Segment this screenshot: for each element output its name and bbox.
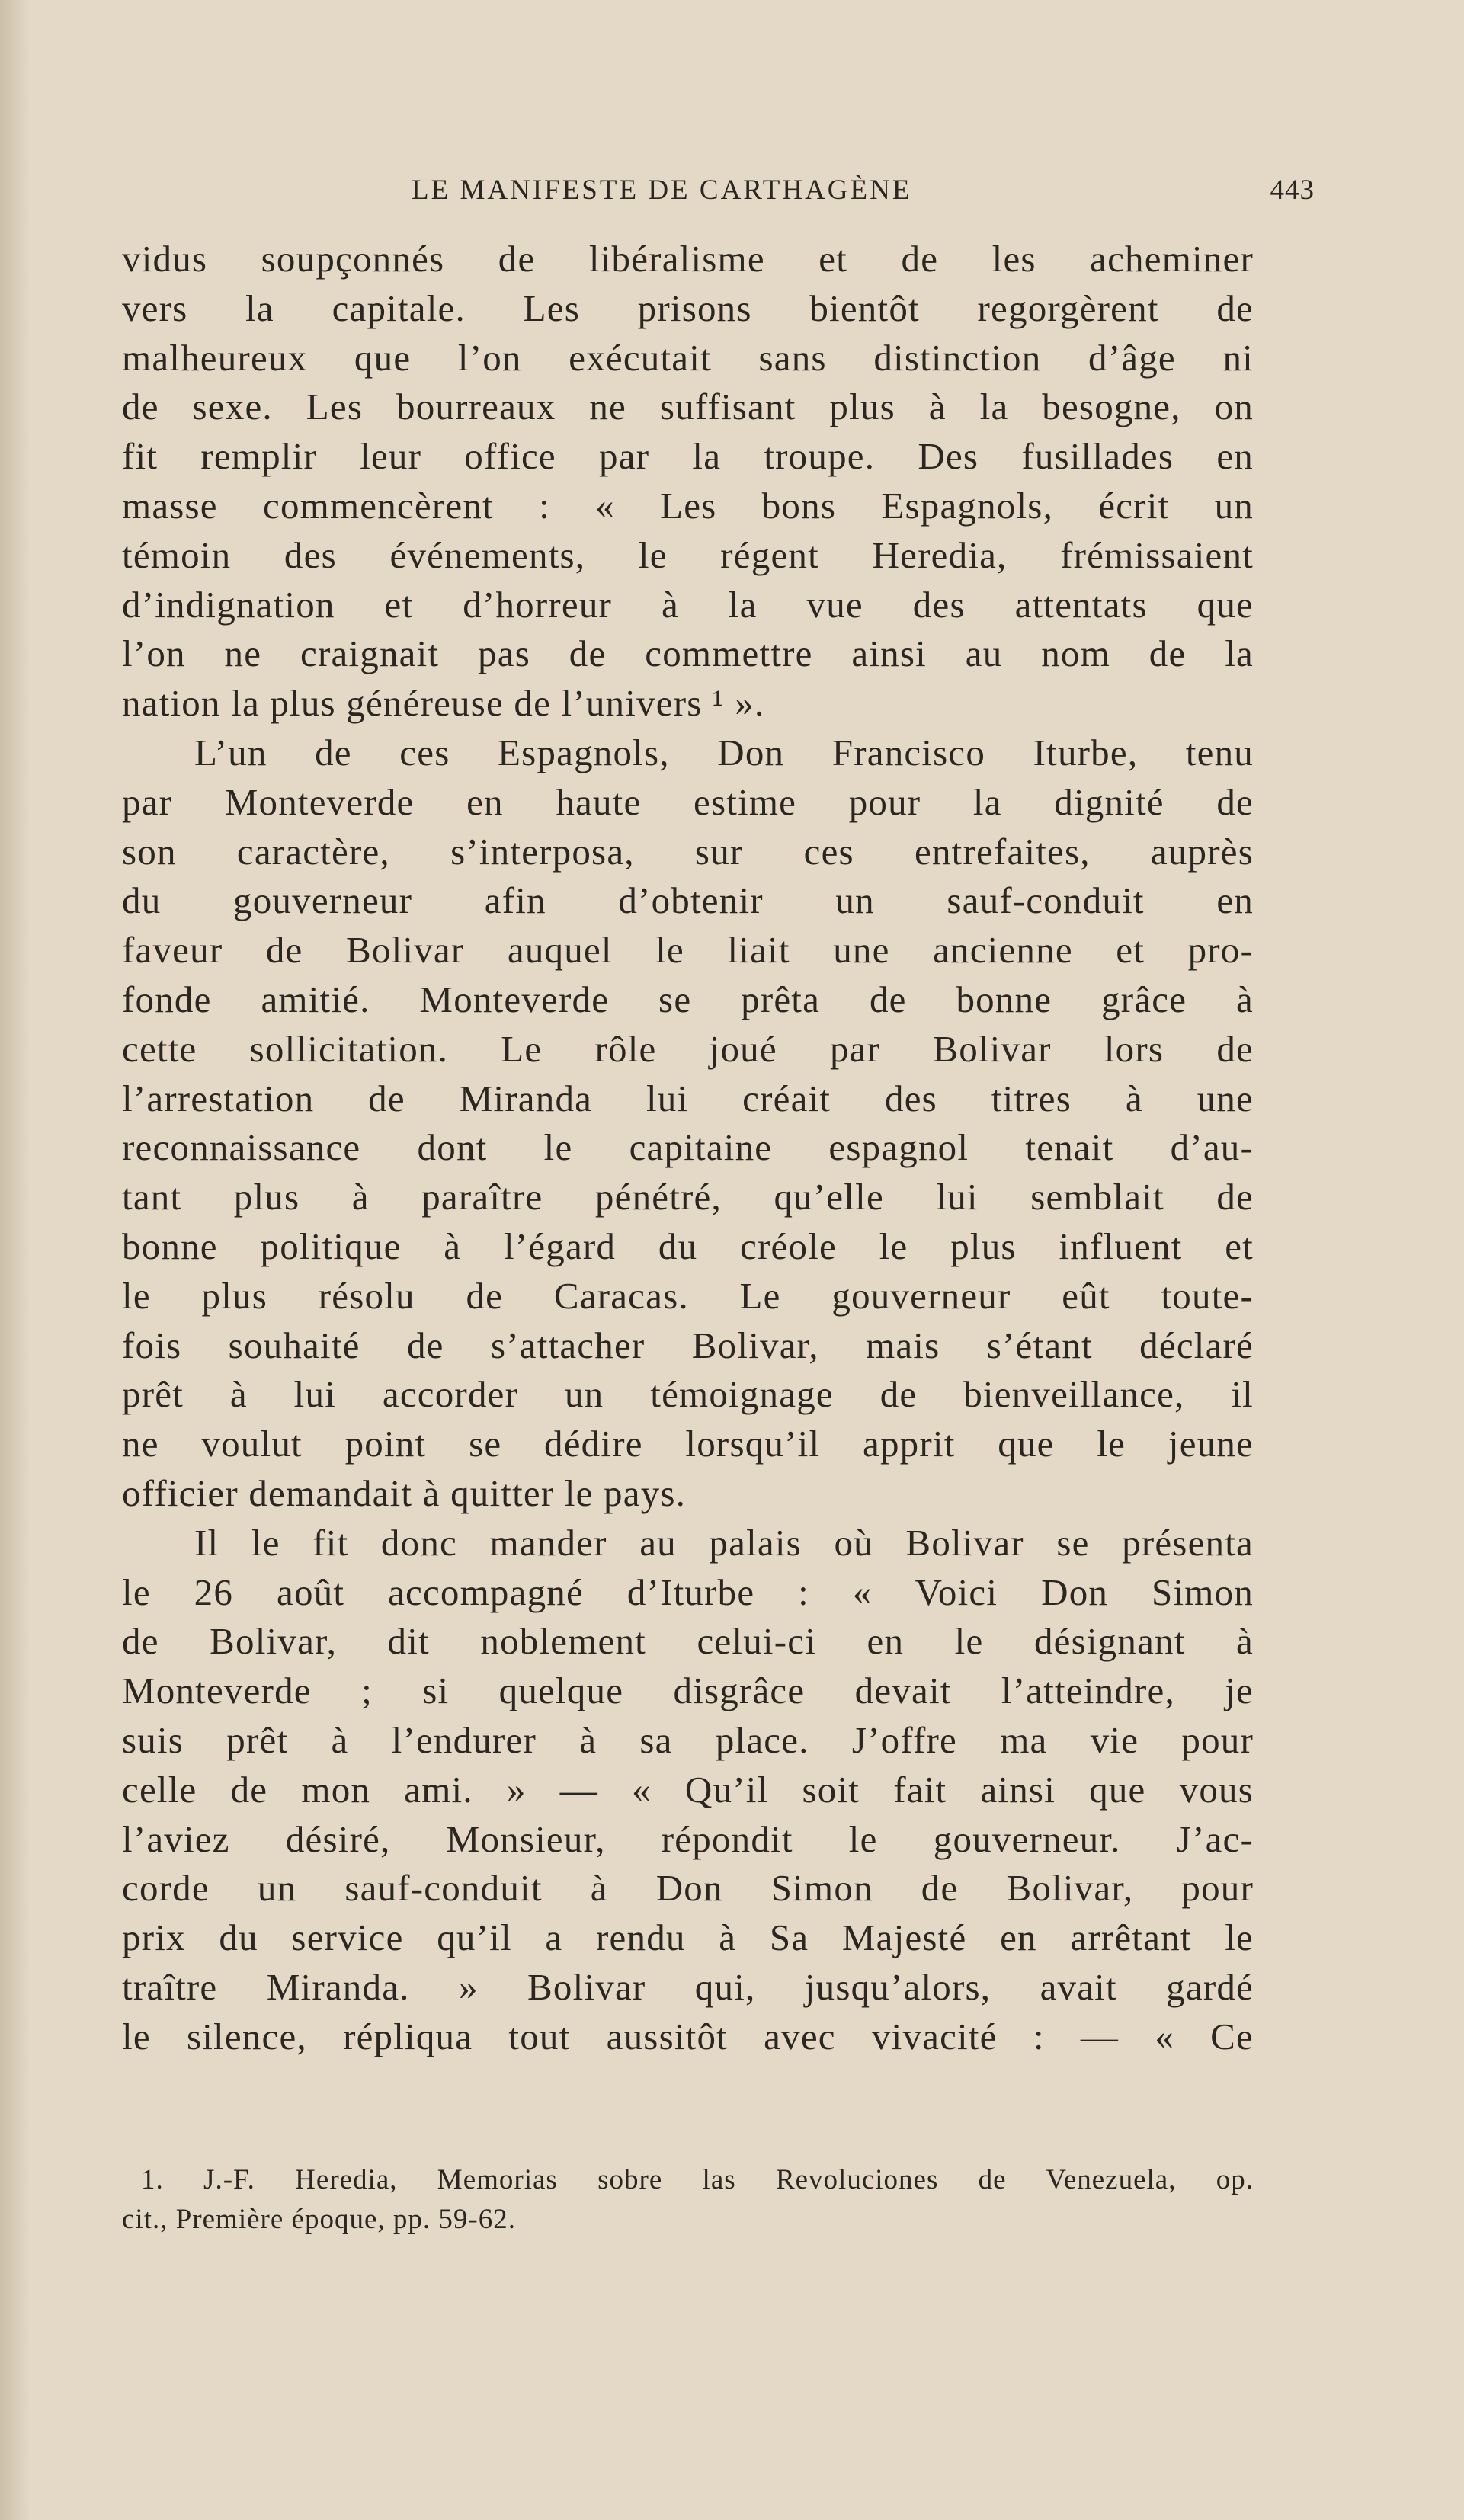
text-line: Monteverde ; si quelque disgrâce devait l’atteindre, je (122, 1670, 1254, 1712)
body-text (122, 235, 1254, 2061)
text-line: ne voulut point se dédire lorsqu’il apprit que le jeune (122, 1423, 1254, 1465)
footnotes (122, 2160, 1254, 2240)
text-line: bonne politique à l’égard du créole le plus influent et (122, 1225, 1254, 1267)
text-line: faveur de Bolivar auquel le liait une ancienne et pro- (122, 929, 1254, 972)
text-line: prêt à lui accorder un témoignage de bienveillance, il (122, 1373, 1254, 1416)
text-line: témoin des événements, le régent Heredia, frémissaient (122, 533, 1254, 576)
text-line: Il le fit donc mander au palais où Bolivar se présenta (194, 1521, 1254, 1564)
text-line: masse commencèrent : « Les bons Espagnols, écrit un (122, 484, 1254, 527)
text-line: l’arrestation de Miranda lui créait des titres à une (122, 1077, 1254, 1119)
text-line: corde un sauf-conduit à Don Simon de Bolivar, pour (122, 1867, 1254, 1910)
text-line: prix du service qu’il a rendu à Sa Majesté en arrêtant le (122, 1916, 1254, 1959)
text-line: le plus résolu de Caracas. Le gouverneur eût toute- (122, 1274, 1254, 1317)
running-header (412, 174, 1315, 212)
text-line: officier demandait à quitter le pays. (122, 1471, 687, 1514)
text-line: le 26 août accompagné d’Iturbe : « Voici Don Simon (122, 1571, 1254, 1613)
text-line: fois souhaité de s’attacher Bolivar, mais s’étant déclaré (122, 1324, 1254, 1366)
text-line: malheureux que l’on exécutait sans distinction d’âge ni (122, 336, 1254, 379)
text-line: L’un de ces Espagnols, Don Francisco Iturbe, tenu (194, 731, 1254, 773)
text-line: par Monteverde en haute estime pour la dignité de (122, 780, 1254, 823)
text-line: le silence, répliqua tout aussitôt avec vivacité : — « Ce (122, 2015, 1254, 2057)
text-line: d’indignation et d’horreur à la vue des attentats que (122, 583, 1254, 626)
running-title: LE MANIFESTE DE CARTHAGÈNE (412, 175, 912, 206)
footnote-line: 1. J.-F. Heredia, Memorias sobre las Revoluciones de Venezuela, op. (141, 2164, 1254, 2195)
text-line: fonde amitié. Monteverde se prêta de bonne grâce à (122, 978, 1254, 1020)
text-line: suis prêt à l’endurer à sa place. J’offre ma vie pour (122, 1718, 1254, 1761)
text-line: reconnaissance dont le capitaine espagnol tenait d’au- (122, 1126, 1254, 1169)
footnote-line: cit., Première époque, pp. 59-62. (122, 2204, 516, 2235)
page-number: 443 (1270, 175, 1315, 206)
text-line: de Bolivar, dit noblement celui-ci en le désignant à (122, 1620, 1254, 1663)
text-line: tant plus à paraître pénétré, qu’elle lui semblait de (122, 1176, 1254, 1218)
text-line: son caractère, s’interposa, sur ces entrefaites, auprès (122, 830, 1254, 873)
text-line: fit remplir leur office par la troupe. Des fusillades en (122, 435, 1254, 478)
text-line: de sexe. Les bourreaux ne suffisant plus à la besogne, on (122, 386, 1254, 428)
text-line: du gouverneur afin d’obtenir un sauf-conduit en (122, 879, 1254, 922)
text-line: l’on ne craignait pas de commettre ainsi au nom de la (122, 632, 1254, 675)
text-line: traître Miranda. » Bolivar qui, jusqu’alors, avait gardé (122, 1965, 1254, 2008)
text-line: l’aviez désiré, Monsieur, répondit le gouverneur. J’ac- (122, 1817, 1254, 1860)
text-line: nation la plus généreuse de l’univers ¹ ». (122, 682, 765, 725)
text-line: celle de mon ami. » — « Qu’il soit fait ainsi que vous (122, 1768, 1254, 1811)
text-line: vidus soupçonnés de libéralisme et de les acheminer (122, 238, 1254, 280)
text-line: vers la capitale. Les prisons bientôt regorgèrent de (122, 287, 1254, 329)
page-edge-shadow (0, 0, 30, 2520)
text-line: cette sollicitation. Le rôle joué par Bolivar lors de (122, 1027, 1254, 1070)
